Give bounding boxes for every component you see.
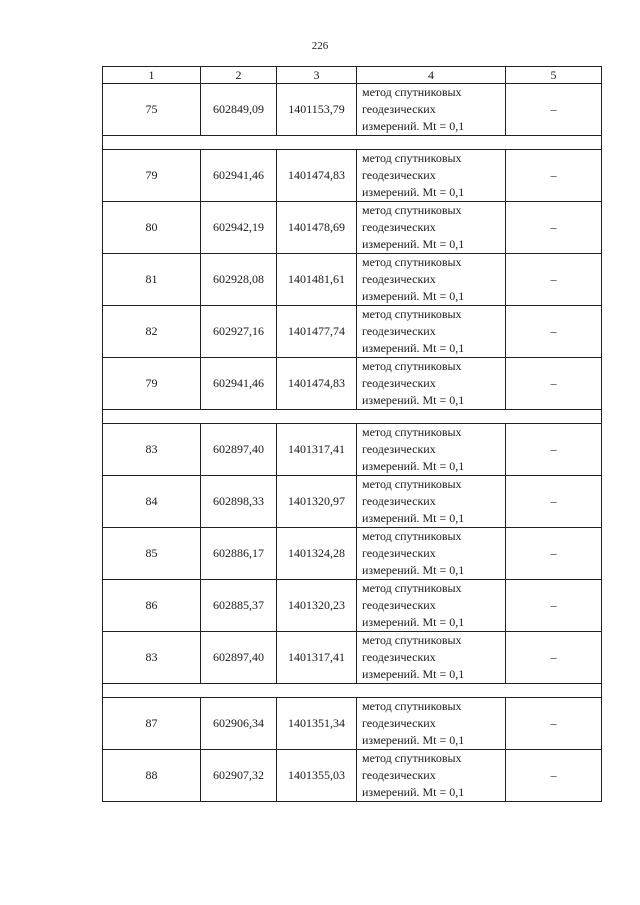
method-cell (357, 254, 506, 306)
x-coordinate-cell: 602897,40 (201, 424, 277, 476)
y-coordinate-cell: 1401478,69 (277, 202, 357, 254)
x-coordinate-cell: 602928,08 (201, 254, 277, 306)
point-cell: 79 (103, 358, 201, 410)
method-line: измерений. Mt = 0,1 (362, 185, 465, 199)
method-line: метод спутниковых (362, 307, 462, 321)
table-row (103, 528, 602, 580)
y-coordinate-cell: 1401351,34 (277, 698, 357, 750)
col5-cell: – (506, 202, 602, 254)
method-line: метод спутниковых (362, 151, 462, 165)
method-cell (357, 476, 506, 528)
point-cell: 83 (103, 424, 201, 476)
table-row (103, 580, 602, 632)
method-line: измерений. Mt = 0,1 (362, 289, 465, 303)
method-cell (357, 528, 506, 580)
header-col-1: 1 (103, 67, 201, 84)
method-line: измерений. Mt = 0,1 (362, 511, 465, 525)
point-cell: 88 (103, 750, 201, 802)
method-line: измерений. Mt = 0,1 (362, 785, 465, 799)
col5-cell: – (506, 358, 602, 410)
header-col-5: 5 (506, 67, 602, 84)
x-coordinate-cell: 602941,46 (201, 358, 277, 410)
method-cell (357, 424, 506, 476)
table-row (103, 750, 602, 802)
col5-cell: – (506, 580, 602, 632)
table-row (103, 476, 602, 528)
col5-cell: – (506, 424, 602, 476)
y-coordinate-cell: 1401477,74 (277, 306, 357, 358)
x-coordinate-cell: 602898,33 (201, 476, 277, 528)
method-cell (357, 306, 506, 358)
spacer-cell (103, 410, 602, 424)
method-line: геодезических (362, 546, 436, 560)
method-line: метод спутниковых (362, 203, 462, 217)
point-cell: 84 (103, 476, 201, 528)
table-spacer-row (103, 684, 602, 698)
method-cell (357, 202, 506, 254)
x-coordinate-cell: 602849,09 (201, 84, 277, 136)
table-row (103, 202, 602, 254)
method-line: метод спутниковых (362, 359, 462, 373)
method-line: измерений. Mt = 0,1 (362, 667, 465, 681)
x-coordinate-cell: 602941,46 (201, 150, 277, 202)
table-row (103, 254, 602, 306)
method-line: геодезических (362, 272, 436, 286)
table-spacer-row (103, 136, 602, 150)
method-cell (357, 580, 506, 632)
method-line: геодезических (362, 376, 436, 390)
point-cell: 86 (103, 580, 201, 632)
coordinates-table (102, 66, 602, 802)
method-line: метод спутниковых (362, 699, 462, 713)
method-line: метод спутниковых (362, 85, 462, 99)
x-coordinate-cell: 602886,17 (201, 528, 277, 580)
point-cell: 87 (103, 698, 201, 750)
method-cell (357, 632, 506, 684)
x-coordinate-cell: 602885,37 (201, 580, 277, 632)
table-row (103, 358, 602, 410)
y-coordinate-cell: 1401153,79 (277, 84, 357, 136)
method-line: геодезических (362, 220, 436, 234)
method-cell (357, 750, 506, 802)
method-line: метод спутниковых (362, 529, 462, 543)
table-row (103, 306, 602, 358)
y-coordinate-cell: 1401317,41 (277, 632, 357, 684)
method-line: измерений. Mt = 0,1 (362, 733, 465, 747)
table-row (103, 84, 602, 136)
table-spacer-row (103, 410, 602, 424)
x-coordinate-cell: 602897,40 (201, 632, 277, 684)
table-row (103, 632, 602, 684)
y-coordinate-cell: 1401474,83 (277, 358, 357, 410)
method-line: геодезических (362, 494, 436, 508)
col5-cell: – (506, 84, 602, 136)
y-coordinate-cell: 1401317,41 (277, 424, 357, 476)
method-line: метод спутниковых (362, 633, 462, 647)
method-line: метод спутниковых (362, 581, 462, 595)
method-line: геодезических (362, 168, 436, 182)
y-coordinate-cell: 1401355,03 (277, 750, 357, 802)
spacer-cell (103, 136, 602, 150)
y-coordinate-cell: 1401481,61 (277, 254, 357, 306)
method-line: измерений. Mt = 0,1 (362, 119, 465, 133)
col5-cell: – (506, 306, 602, 358)
col5-cell: – (506, 150, 602, 202)
header-col-3: 3 (277, 67, 357, 84)
method-cell (357, 358, 506, 410)
table-body (103, 84, 602, 802)
point-cell: 81 (103, 254, 201, 306)
col5-cell: – (506, 254, 602, 306)
method-line: измерений. Mt = 0,1 (362, 563, 465, 577)
col5-cell: – (506, 528, 602, 580)
y-coordinate-cell: 1401320,23 (277, 580, 357, 632)
page-number: 226 (311, 40, 329, 52)
method-line: измерений. Mt = 0,1 (362, 341, 465, 355)
col5-cell: – (506, 750, 602, 802)
method-line: геодезических (362, 716, 436, 730)
y-coordinate-cell: 1401324,28 (277, 528, 357, 580)
method-line: измерений. Mt = 0,1 (362, 615, 465, 629)
point-cell: 75 (103, 84, 201, 136)
point-cell: 82 (103, 306, 201, 358)
point-cell: 85 (103, 528, 201, 580)
point-cell: 80 (103, 202, 201, 254)
table-row (103, 150, 602, 202)
method-cell (357, 84, 506, 136)
method-line: измерений. Mt = 0,1 (362, 237, 465, 251)
method-line: геодезических (362, 768, 436, 782)
method-line: геодезических (362, 598, 436, 612)
method-line: геодезических (362, 442, 436, 456)
header-col-2: 2 (201, 67, 277, 84)
x-coordinate-cell: 602907,32 (201, 750, 277, 802)
point-cell: 79 (103, 150, 201, 202)
method-cell (357, 698, 506, 750)
method-line: измерений. Mt = 0,1 (362, 459, 465, 473)
header-col-4: 4 (357, 67, 506, 84)
point-cell: 83 (103, 632, 201, 684)
col5-cell: – (506, 698, 602, 750)
method-line: геодезических (362, 102, 436, 116)
method-line: геодезических (362, 324, 436, 338)
method-line: метод спутниковых (362, 477, 462, 491)
x-coordinate-cell: 602927,16 (201, 306, 277, 358)
col5-cell: – (506, 632, 602, 684)
spacer-cell (103, 684, 602, 698)
y-coordinate-cell: 1401320,97 (277, 476, 357, 528)
method-line: измерений. Mt = 0,1 (362, 393, 465, 407)
table-row (103, 424, 602, 476)
x-coordinate-cell: 602906,34 (201, 698, 277, 750)
table-row (103, 698, 602, 750)
x-coordinate-cell: 602942,19 (201, 202, 277, 254)
method-line: геодезических (362, 650, 436, 664)
method-cell (357, 150, 506, 202)
col5-cell: – (506, 476, 602, 528)
table-header-row (103, 67, 602, 84)
method-line: метод спутниковых (362, 751, 462, 765)
y-coordinate-cell: 1401474,83 (277, 150, 357, 202)
method-line: метод спутниковых (362, 425, 462, 439)
method-line: метод спутниковых (362, 255, 462, 269)
